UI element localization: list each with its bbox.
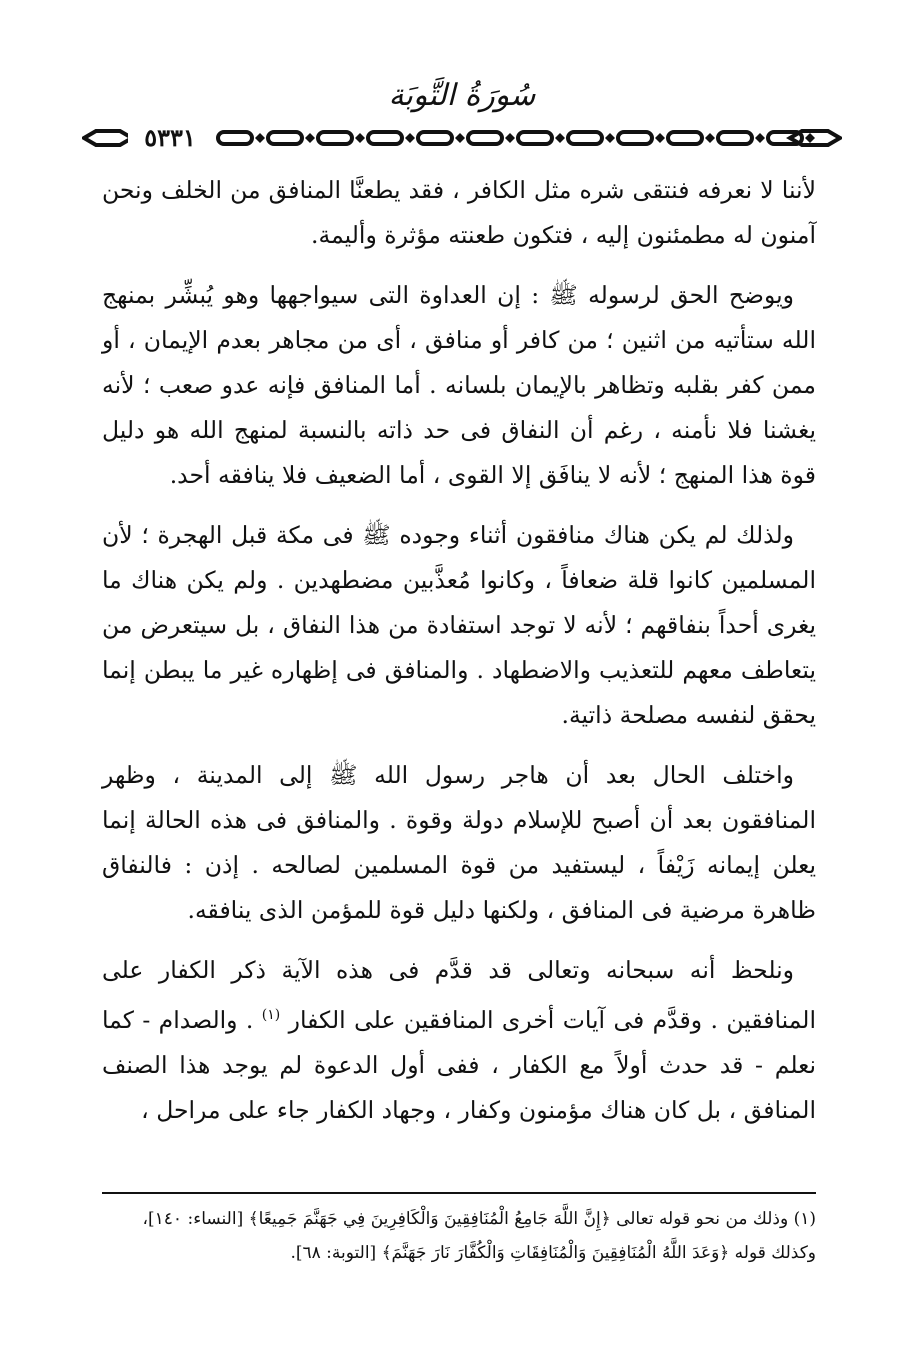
paragraph-3: ولذلك لم يكن هناك منافقون أثناء وجوده ﷺ فى مكة قبل الهجرة ؛ لأن المسلمين كانوا قلة ضعافاً ، وكانوا مُعذَّبين مضطهدين . ولم يكن هناك ما يغرى أحداً بنفاقهم ؛ لأنه لا توجد استفادة من هذا النفاق ، بل سيتعرض من يتعاطف معهم للتعذيب والاضطهاد . والمنافق فى إظهاره غير ما يبطن إنما يحقق لنفسه مصلحة ذاتية.	[102, 521, 816, 729]
page-number: ٥٣٣١	[128, 118, 212, 158]
paragraph-5	[102, 948, 816, 1133]
footnote-divider	[102, 1192, 816, 1194]
paragraph-2: ويوضح الحق لرسوله ﷺ : إن العداوة التى سيواجهها وهو يُبشِّر بمنهج الله ستأتيه من اثنين ؛ من كافر أو منافق ، أى من مجاهر بعدم الإيمان ، أو ممن كفر بقلبه وتظاهر بالإيمان بلسانه . أما المنافق فإنه عدو صعب ؛ لأنه يغشنا فلا نأمنه ، رغم أن النفاق فى حد ذاته بالنسبة لمنهج الله هو دليل قوة هذا المنهج ؛ لأنه لا ينافَق إلا القوى ، أما الضعيف فلا ينافقه أحد.	[102, 281, 816, 489]
footnote-marker[interactable]: (١)	[261, 1007, 281, 1023]
header-ornament-band	[82, 118, 842, 158]
footnote-1-continued: وكذلك قوله ﴿وَعَدَ اللَّهُ الْمُنَافِقِينَ وَالْمُنَافِقَاتِ وَالْكُفَّارَ نَارَ جَهَنَّمَ﴾ [التوبة: ٦٨].	[290, 1243, 816, 1263]
paragraph-5-start: ونلحظ أنه سبحانه وتعالى قد قدَّم فى هذه الآية ذكر الكفار على المنافقين . وقدَّم فى آيات أخرى المنافقين على الكفار	[102, 956, 817, 1034]
paragraph-1: لأننا لا نعرفه فنتقى شره مثل الكافر ، فقد يطعنَّا المنافق من الخلف ونحن آمنون له مطمئنون إليه ، فتكون طعنته مؤثرة وأليمة.	[102, 176, 816, 249]
footnotes	[102, 1202, 816, 1270]
footnote-1: (١) وذلك من نحو قوله تعالى ﴿إِنَّ اللَّهَ جَامِعُ الْمُنَافِقِينَ وَالْكَافِرِينَ فِي جَهَنَّمَ جَمِيعًا﴾ [النساء: ١٤٠]،	[142, 1209, 816, 1229]
paragraph-4: واختلف الحال بعد أن هاجر رسول الله ﷺ إلى المدينة ، وظهر المنافقون بعد أن أصبح للإسلام دولة وقوة . والمنافق فى هذه الحالة إنما يعلن إيمانه زَيْفاً ، ليستفيد من قوة المسلمين لصالحه . إذن : فالنفاق ظاهرة مرضية فى المنافق ، ولكنها دليل قوة للمؤمن الذى ينافقه.	[102, 761, 816, 924]
paragraph-5-end: . والصدام - كما نعلم - قد حدث أولاً مع الكفار ، ففى أول الدعوة لم يوجد هذا الصنف المنافق ، بل كان هناك مؤمنون وكفار ، وجهاد الكفار جاء على مراحل ،	[102, 1005, 816, 1124]
surah-title: سُورَةُ التَّوبَة	[388, 78, 536, 113]
main-text	[102, 168, 816, 1148]
